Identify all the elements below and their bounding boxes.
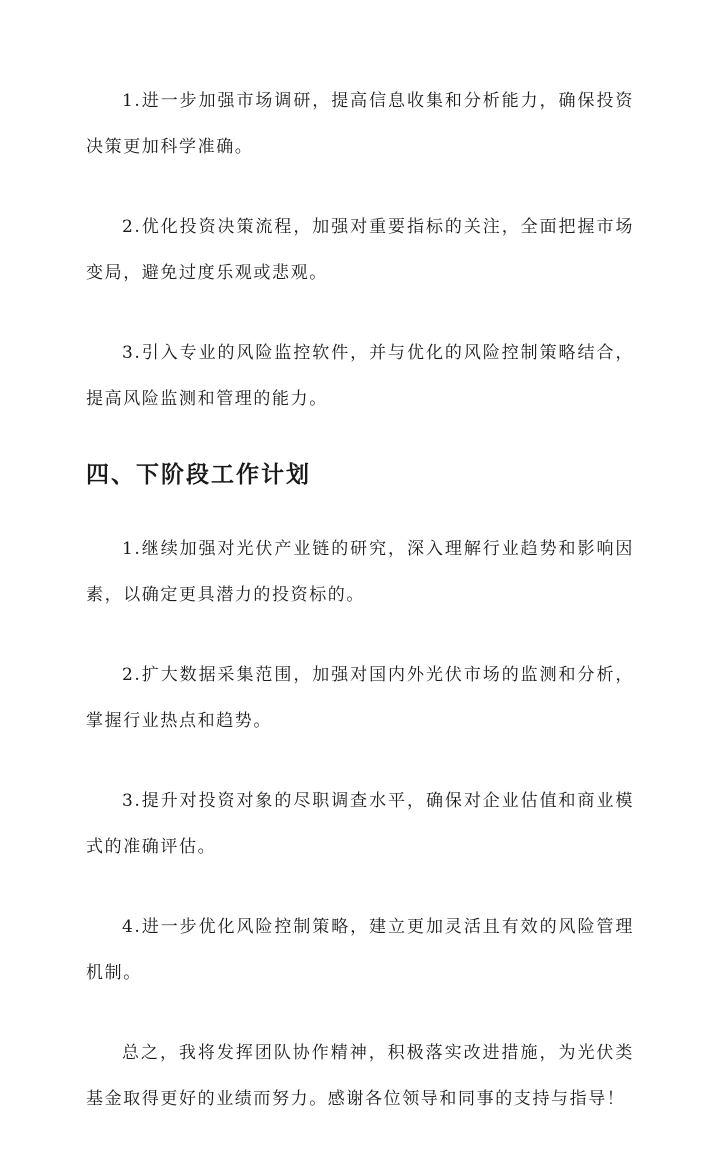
paragraph-improvement-1: 1.进一步加强市场调研，提高信息收集和分析能力，确保投资决策更加科学准确。: [86, 91, 634, 157]
paragraph-plan-1: 1.继续加强对光伏产业链的研究，深入理解行业趋势和影响因素，以确定更具潜力的投资标的。: [86, 539, 634, 605]
section-heading-next-plan: 四、下阶段工作计划: [86, 461, 311, 488]
paragraph-plan-4: 4.进一步优化风险控制策略，建立更加灵活且有效的风险管理机制。: [86, 917, 634, 983]
paragraph-plan-3: 3.提升对投资对象的尽职调查水平，确保对企业估值和商业模式的准确评估。: [86, 791, 634, 857]
paragraph-improvement-2: 2.优化投资决策流程，加强对重要指标的关注，全面把握市场变局，避免过度乐观或悲观。: [86, 217, 634, 283]
paragraph-plan-2: 2.扩大数据采集范围，加强对国内外光伏市场的监测和分析，掌握行业热点和趋势。: [86, 665, 634, 731]
document-page: [86, 78, 634, 1156]
paragraph-improvement-3: 3.引入专业的风险监控软件，并与优化的风险控制策略结合，提高风险监测和管理的能力。: [86, 343, 634, 409]
paragraph-conclusion: 总之，我将发挥团队协作精神，积极落实改进措施，为光伏类基金取得更好的业绩而努力。感谢各位领导和同事的支持与指导！: [86, 1043, 634, 1109]
